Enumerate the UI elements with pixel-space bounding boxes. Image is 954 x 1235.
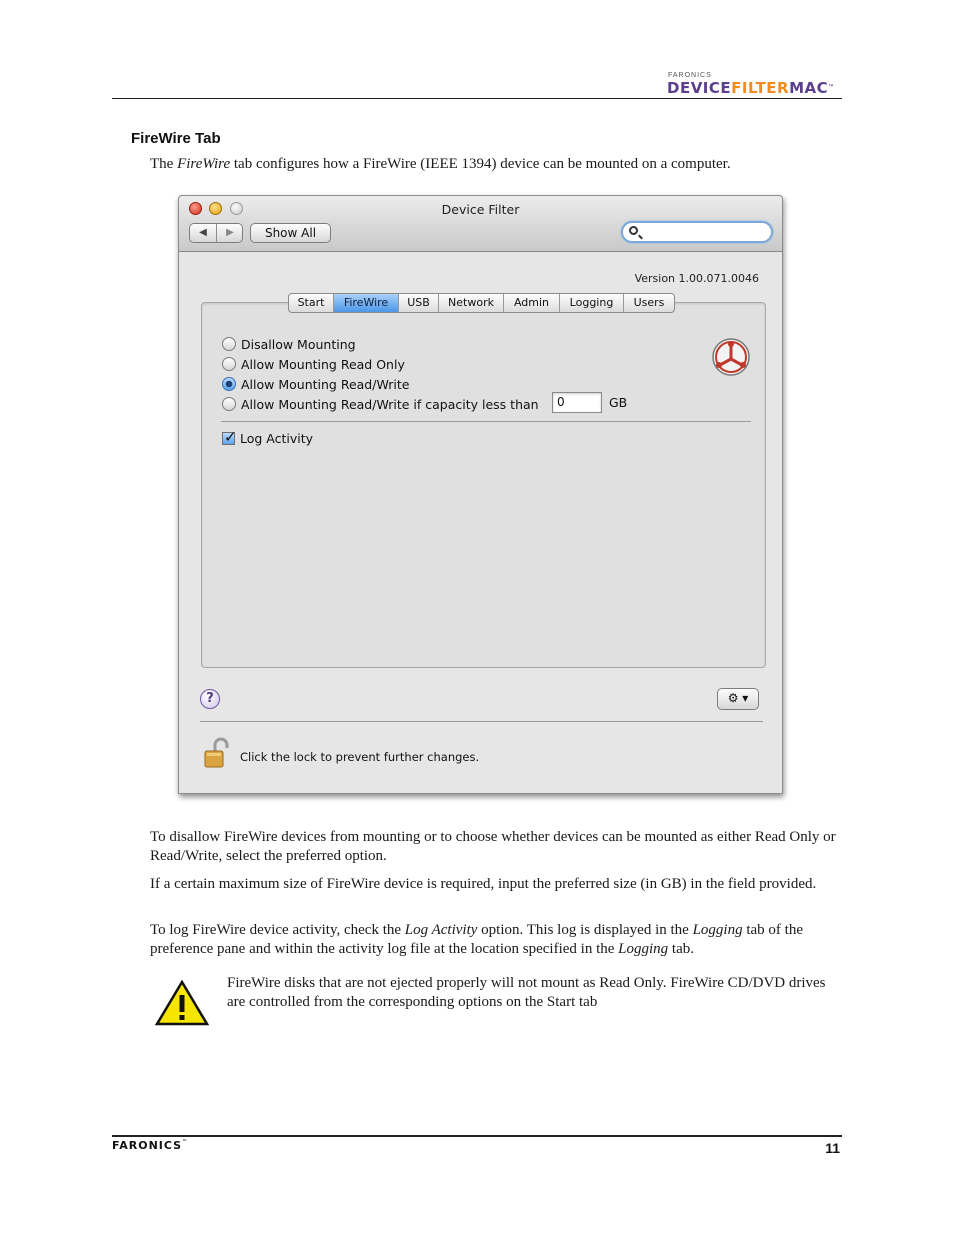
header-product-logo (667, 80, 835, 96)
warning-note: FireWire disks that are not ejected properly will not mount as Read Only. FireWire CD/DVD drives are controlled from the corresponding options on the Start tab (227, 975, 826, 1010)
logo-part-device: DEVICE (667, 79, 732, 97)
radio-read-only[interactable] (222, 357, 236, 371)
option-read-write-capacity[interactable] (222, 395, 539, 413)
logo-part-mac: MAC (789, 79, 829, 97)
option-label: Allow Mounting Read/Write if capacity less than (241, 396, 539, 412)
log-activity-option[interactable] (222, 429, 313, 447)
footer-brand: FARONICS™ (112, 1139, 189, 1152)
back-forward-control (189, 223, 243, 243)
option-read-only[interactable] (222, 355, 405, 373)
radio-read-write[interactable] (222, 377, 236, 391)
action-menu-button[interactable] (717, 688, 759, 710)
logo-trademark: ™ (828, 84, 835, 91)
tab-usb[interactable]: USB (399, 294, 439, 312)
tab-start[interactable]: Start (289, 294, 334, 312)
page-number: 11 (825, 1140, 840, 1156)
capacity-unit-label: GB (609, 395, 628, 410)
paragraph-capacity: If a certain maximum size of FireWire device is required, input the preferred size (in GB) in the field provided. (150, 876, 817, 892)
radio-disallow-mounting[interactable] (222, 337, 236, 351)
version-label: Version 1.00.071.0046 (634, 272, 759, 285)
search-icon (629, 226, 638, 235)
tab-admin[interactable]: Admin (504, 294, 560, 312)
emphasis-logging: Logging (618, 941, 669, 957)
section-title: FireWire Tab (131, 130, 221, 147)
option-disallow-mounting[interactable] (222, 335, 356, 353)
window-title: Device Filter (441, 202, 520, 217)
emphasis-logging: Logging (692, 922, 743, 938)
search-field[interactable] (621, 221, 773, 243)
tab-network[interactable]: Network (439, 294, 504, 312)
options-separator (221, 421, 751, 422)
tab-users[interactable]: Users (633, 296, 665, 309)
help-button[interactable]: ? (200, 689, 220, 709)
option-label: Allow Mounting Read/Write (241, 376, 410, 392)
chevron-down-icon: ▾ (742, 691, 749, 705)
gear-icon: ⚙ (727, 691, 739, 705)
intro-emphasis: FireWire (177, 156, 231, 172)
lock-status-text: Click the lock to prevent further changes. (240, 750, 480, 764)
window-toolbar (179, 196, 782, 252)
warning-icon (155, 980, 209, 1026)
footer-separator (200, 721, 763, 722)
log-activity-label: Log Activity (240, 430, 314, 446)
header-brand-small: FARONICS (668, 72, 712, 79)
option-label: Disallow Mounting (241, 336, 356, 352)
tab-bar (288, 293, 675, 313)
capacity-input[interactable]: 0 (552, 392, 602, 413)
header-rule (112, 98, 842, 99)
logo-part-filter: FILTER (731, 79, 790, 97)
paragraph-mount-options: To disallow FireWire devices from mounting or to choose whether devices can be mounted as either Read Only or Read/Write, select the preferred option. (150, 829, 836, 864)
lock-icon[interactable] (203, 737, 231, 769)
log-activity-checkbox[interactable] (222, 427, 237, 446)
footer-rule (112, 1135, 842, 1137)
checkmark-icon: ✓ (224, 427, 237, 446)
show-all-button[interactable]: Show All (250, 223, 331, 243)
radio-read-write-capacity[interactable] (222, 397, 236, 411)
option-label: Allow Mounting Read Only (241, 356, 405, 372)
emphasis-log-activity: Log Activity (404, 922, 478, 938)
tab-firewire[interactable]: FireWire (334, 294, 399, 312)
intro-paragraph: The FireWire tab configures how a FireWire (IEEE 1394) device can be mounted on a computer. (150, 156, 731, 172)
paragraph-logging: To log FireWire device activity, check the Log Activity option. This log is displayed in the Logging tab of the preference pane and within the activity log file at the location specified in the Logging tab. (150, 922, 803, 957)
firewire-icon (711, 337, 751, 377)
device-filter-window (178, 195, 783, 794)
forward-button[interactable]: ▶ (226, 227, 234, 238)
back-button[interactable]: ◀ (190, 224, 217, 242)
tab-logging[interactable]: Logging (560, 294, 624, 312)
option-read-write[interactable] (222, 375, 409, 393)
